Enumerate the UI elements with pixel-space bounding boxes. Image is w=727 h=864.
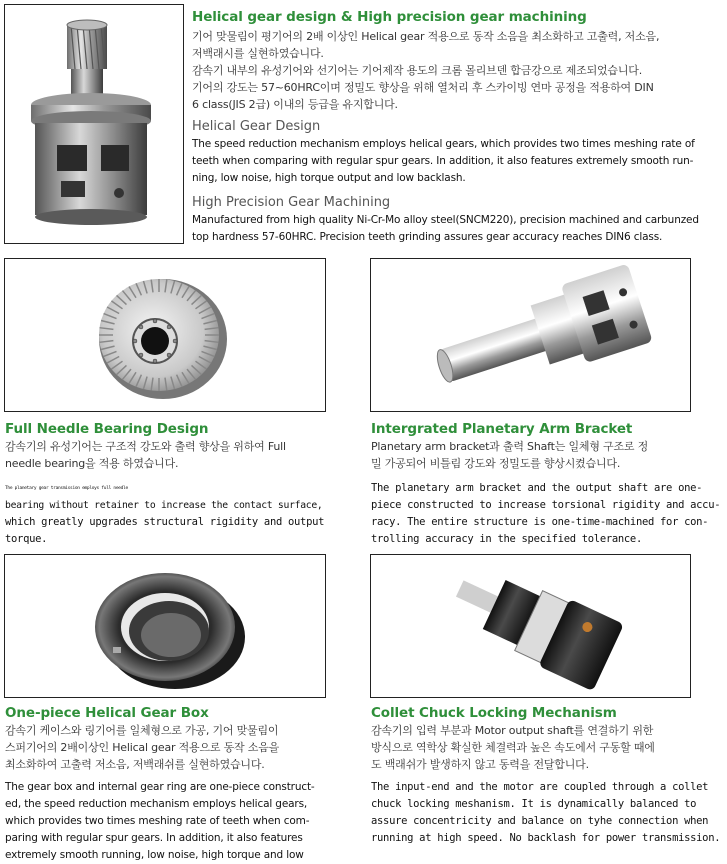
text-line: The planetary arm bracket and the output shaft are one- (371, 482, 703, 494)
text-line: 기어 맞물림이 평기어의 2배 이상인 Helical gear 적용으로 동작 소음을 최소화하고 고출력, 저소음, (192, 30, 660, 43)
text-line: needle bearing을 적용 하였습니다. (5, 457, 179, 470)
text-line: piece constructed to increase torsional rigidity and accu- (371, 499, 721, 511)
text-line: 감속기의 유성기어는 구조적 강도와 출력 향상을 위하여 Full (5, 440, 286, 453)
needle-bearing-korean-text (5, 438, 286, 472)
text-line: racy. The entire structure is one-time-machined for con- (371, 516, 709, 528)
needle-gear-illustration (5, 259, 325, 411)
text-line: The gear box and internal gear ring are one-piece construct- (5, 781, 315, 793)
helical-gear-section-title: Helical gear design & High precision gear machining (192, 9, 587, 25)
collet-chuck-title: Collet Chuck Locking Mechanism (371, 705, 617, 721)
collet-chuck-photo (370, 554, 691, 698)
text-line: which greatly upgrades structural rigidity and output (5, 516, 325, 528)
text-line: bearing without retainer to increase the contact surface, (5, 500, 323, 511)
text-line: teeth when comparing with regular spur gears. In addition, it also features extremely smooth run- (192, 155, 694, 167)
text-line: 6 class(JIS 2급) 이내의 등급을 유지합니다. (192, 98, 398, 111)
helical-gear-design-subtitle: Helical Gear Design (192, 119, 321, 134)
precision-machining-text (192, 212, 699, 246)
gear-shaft-illustration (5, 5, 183, 243)
needle-bearing-title: Full Needle Bearing Design (5, 421, 209, 437)
text-line: ed, the speed reduction mechanism employs helical gears, (5, 798, 308, 810)
collet-chuck-illustration (371, 555, 690, 697)
text-line: The speed reduction mechanism employs helical gears, which provides two times meshing rate of (192, 138, 695, 150)
text-line: The input-end and the motor are coupled through a collet (371, 781, 709, 793)
text-line: 도 백래쉬가 발생하지 않고 동력을 전달합니다. (371, 758, 589, 771)
text-line: ning, low noise, high torque output and low backlash. (192, 172, 466, 184)
precision-machining-subtitle: High Precision Gear Machining (192, 195, 391, 210)
text-line: assure concentricity and balance on tyhe connection when (371, 815, 709, 827)
text-line: torque. (5, 533, 48, 545)
text-line: Manufactured from high quality Ni-Cr-Mo alloy steel(SNCM220), precision machined and carbunzed (192, 214, 699, 226)
text-line: 감속기 내부의 유성기어와 선기어는 기어제작 용도의 크롬 몰리브덴 합금강으로 제조되었습니다. (192, 64, 643, 77)
gear-box-photo (4, 554, 326, 698)
text-line: 스퍼기어의 2배이상인 Helical gear 적용으로 동작 소음을 (5, 741, 280, 754)
text-line: which provides two times meshing rate of teeth when com- (5, 815, 310, 827)
planetary-arm-bracket-photo (370, 258, 691, 412)
arm-bracket-illustration (371, 259, 690, 411)
text-line: 밀 가공되어 비틀림 강도와 정밀도를 향상시켰습니다. (371, 457, 621, 470)
text-line: extremely smooth running, low noise, high torque and low (5, 849, 304, 861)
text-line: top hardness 57-60HRC. Precision teeth grinding assures gear accuracy reaches DIN6 class. (192, 231, 663, 243)
needle-bearing-gear-photo (4, 258, 326, 412)
text-line: 기어의 강도는 57~60HRC이며 정밀도 향상을 위해 열처리 후 스카이빙 연마 공정을 적용하여 DIN (192, 81, 654, 94)
gear-box-english-text (5, 779, 315, 864)
text-line: running at high speed. No backlash for power transmission. (371, 832, 721, 844)
helical-gear-design-text (192, 136, 695, 187)
collet-chuck-english-text (371, 779, 720, 847)
gear-box-korean-text (5, 722, 279, 773)
collet-chuck-korean-text (371, 722, 655, 773)
helical-gear-shaft-photo (4, 4, 184, 244)
text-line: 감속기 케이스와 링기어를 일체형으로 가공, 기어 맞물림이 (5, 724, 279, 737)
arm-bracket-english-text (371, 480, 720, 548)
text-line: trolling accuracy in the specified tolerance. (371, 533, 642, 545)
text-line: paring with regular spur gears. In addition, it also features (5, 832, 303, 844)
text-line: Planetary arm bracket과 출력 Shaft는 일체형 구조로 정 (371, 440, 649, 453)
text-line: 감속기의 입력 부분과 Motor output shaft를 연결하기 위한 (371, 724, 654, 737)
gear-box-title: One-piece Helical Gear Box (5, 705, 209, 721)
arm-bracket-title: Intergrated Planetary Arm Bracket (371, 421, 633, 437)
helical-gear-korean-text (192, 28, 659, 113)
arm-bracket-korean-text (371, 438, 648, 472)
gear-box-illustration (5, 555, 325, 697)
text-line: The planetary gear transmission employs full needle (5, 486, 128, 491)
text-line: 저백래시를 실현하였습니다. (192, 47, 324, 60)
needle-bearing-english-text (5, 480, 324, 548)
text-line: 최소화하여 고출력 저소음, 저백래쉬를 실현하였습니다. (5, 758, 265, 771)
text-line: 방식으로 역학상 확실한 체결력과 높은 속도에서 구동할 때에 (371, 741, 655, 754)
text-line: chuck locking meshanism. It is dynamically balanced to (371, 798, 697, 810)
